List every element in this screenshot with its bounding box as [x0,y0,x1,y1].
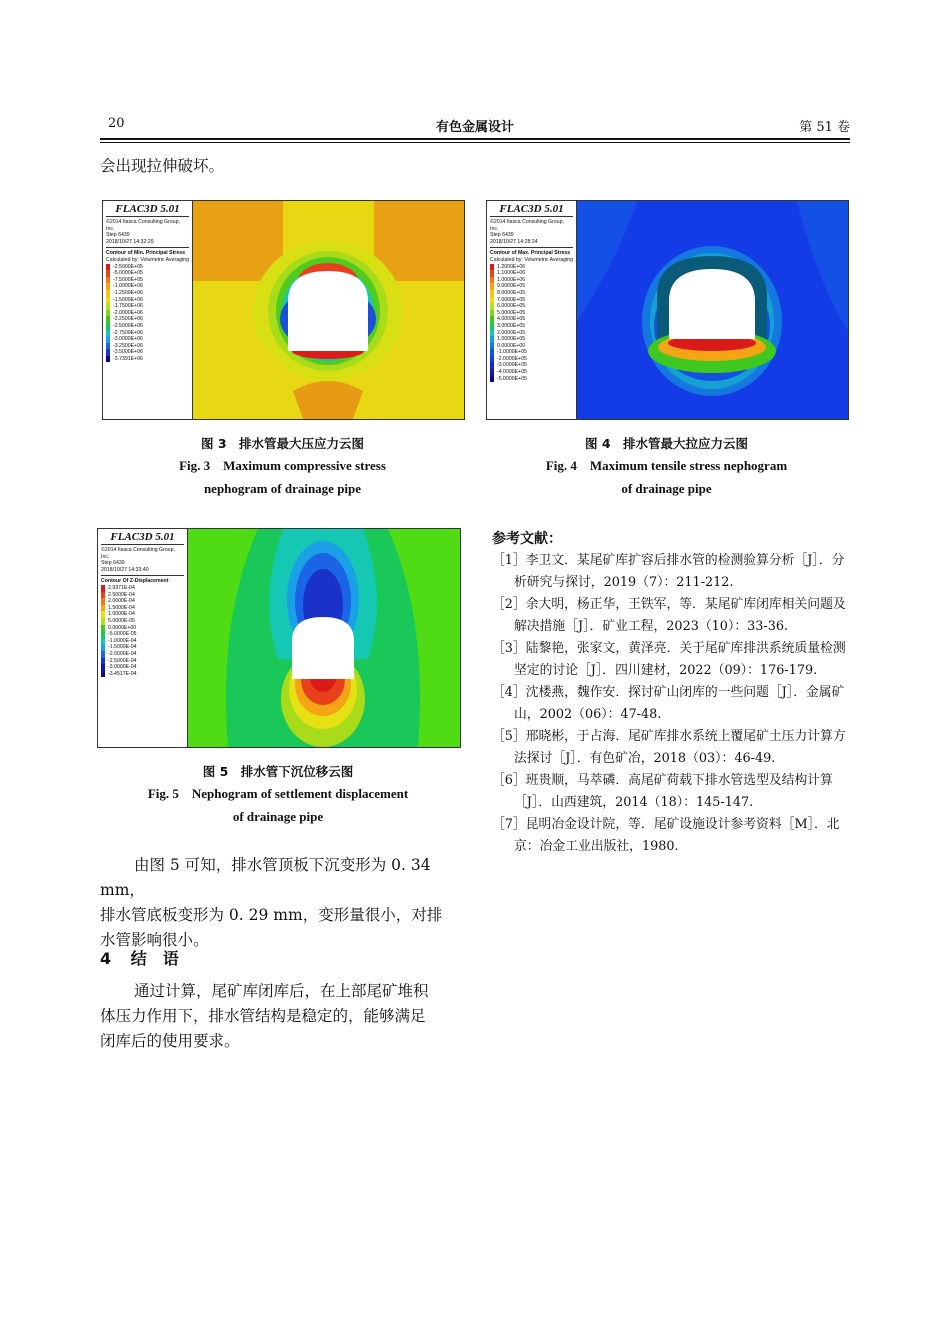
legend-entry [490,369,573,376]
legend-value: -2.2500E+06 [113,316,143,323]
legend-entry [106,323,189,330]
legend-entry [101,605,184,612]
figure-4-date: 2018/10/27 14:28:24 [490,238,538,245]
figure-3-calc: Calculated by: Volumetric Averaging [106,256,189,263]
legend-swatch [490,270,494,277]
legend-swatch [101,644,105,651]
legend-value: -3.5000E+06 [113,349,143,356]
legend-value: -2.5000E+06 [113,322,143,329]
figure-4-step: Step 6439 [490,232,514,239]
figure-3-legend-items [106,264,189,363]
reference-item: ［6］班贵顺，马萃磷．高尾矿荷载下排水管选型及结构计算［J］．山西建筑，2014（18）：145-147. [492,773,833,810]
figure-3-contour-plot [193,201,464,419]
legend-entry [106,356,189,363]
references-title: 参考文献： [492,531,562,547]
figure-4-legend-items [490,264,573,383]
legend-value: -7.5000E+05 [113,276,143,283]
legend-value: 0.0000E+00 [108,624,137,631]
legend-entry [490,336,573,343]
legend-swatch [101,631,105,638]
legend-value: 2.5000E-04 [108,591,135,598]
legend-entry [101,658,184,665]
legend-swatch [490,376,494,383]
legend-entry [106,283,189,290]
reference-item: ［1］李卫文．某尾矿库扩容后排水管的检测验算分析［J］．分析研究与探讨，2019（7）：211-212. [492,553,845,590]
figure-3 [102,200,465,420]
legend-swatch [106,297,110,304]
legend-swatch [106,349,110,356]
figure-4-caption-cn: 图 4 排水管最大拉应力云图 [584,436,749,451]
legend-swatch [101,671,105,678]
figure-5-copyright: ©2014 Itasca Consulting Group, Inc. [101,547,175,560]
figure-4-copyright: ©2014 Itasca Consulting Group, Inc. [490,219,564,232]
conclusion-line: 通过计算，尾矿库闭库后，在上部尾矿堆积 [134,982,429,1000]
section-heading [100,946,179,969]
legend-entry [490,283,573,290]
figure-3-copyright: ©2014 Itasca Consulting Group, Inc. [106,219,180,232]
body-line: 水管影响很小。 [100,931,209,949]
references-list [492,550,852,858]
legend-value: -2.7500E+06 [113,329,143,336]
legend-swatch [106,310,110,317]
legend-swatch [101,658,105,665]
legend-entry [101,592,184,599]
body-line: 排水管底板变形为 0. 29 mm，变形量很小，对排 [100,906,443,924]
legend-swatch [490,349,494,356]
legend-swatch [101,638,105,645]
figure-4-contour-plot [577,201,848,419]
legend-swatch [101,664,105,671]
reference-item: ［2］余大明，杨正华，王铁军，等．某尾矿库闭库相关问题及解决措施［J］．矿业工程，2023（10）：33-36. [492,597,846,634]
legend-swatch [101,598,105,605]
legend-value: -3.0000E+06 [113,336,143,343]
figure-5-caption-cn: 图 5 排水管下沉位移云图 [202,764,354,779]
legend-swatch [101,625,105,632]
reference-item: ［4］沈楼燕，魏作安．探讨矿山闭库的一些问题［J］．金属矿山，2002（06）：47-48. [492,685,845,722]
figure-5-legend-items [101,585,184,677]
legend-swatch [106,343,110,350]
figure-4 [486,200,849,420]
legend-swatch [101,651,105,658]
volume-label: 第 51 卷 [799,120,850,135]
figure-3-date: 2018/10/27 14:32:29 [106,238,154,245]
legend-entry [490,356,573,363]
legend-swatch [106,330,110,337]
legend-entry [106,310,189,317]
legend-swatch [106,356,110,363]
legend-value: -2.0000E-04 [108,650,137,657]
legend-value: -1.0000E+05 [497,349,527,356]
legend-value: -2.0000E+06 [113,309,143,316]
legend-value: -5.0000E+05 [497,375,527,382]
legend-entry [106,264,189,271]
legend-value: 7.0000E+05 [497,296,526,303]
legend-entry [106,316,189,323]
figure-5-contour-plot [188,529,460,747]
section-number: 4 [100,949,112,968]
legend-value: -1.7500E+06 [113,303,143,310]
figure-3-caption-en-1: Fig. 3 Maximum compressive stress [179,458,386,473]
legend-entry [101,611,184,618]
section-title: 结 语 [130,949,179,968]
legend-swatch [106,336,110,343]
figure-5-step: Step 6439 [101,560,125,567]
figure-5-brand: FLAC3D 5.01 [101,531,184,545]
conclusion-line: 闭库后的使用要求。 [100,1032,240,1050]
figure-3-contour-title: Contour of Min. Principal Stress [106,250,185,257]
legend-value: 1.1000E+06 [497,270,526,277]
body-line: 由图 5 可知，排水管顶板下沉变形为 0. 34 mm， [100,856,431,899]
legend-value: 1.0000E-04 [108,611,135,618]
figure-4-brand: FLAC3D 5.01 [490,203,573,217]
continuation-paragraph: 会出现拉伸破坏。 [100,157,225,175]
legend-value: -2.5000E-04 [108,657,137,664]
legend-swatch [490,264,494,271]
legend-entry [101,585,184,592]
legend-entry [490,349,573,356]
legend-value: 6.0000E+05 [497,303,526,310]
legend-value: 3.0000E+05 [497,322,526,329]
legend-value: 9.0000E+05 [497,283,526,290]
legend-value: -1.0000E+06 [113,283,143,290]
legend-entry [106,277,189,284]
legend-value: 1.5000E-04 [108,604,135,611]
legend-value: -3.4517E-04 [108,670,137,677]
legend-entry [101,644,184,651]
legend-entry [490,310,573,317]
legend-entry [490,303,573,310]
legend-swatch [106,290,110,297]
legend-entry [490,297,573,304]
legend-swatch [101,592,105,599]
legend-swatch [490,369,494,376]
legend-value: 4.0000E+05 [497,316,526,323]
legend-entry [490,290,573,297]
legend-swatch [106,283,110,290]
legend-swatch [106,277,110,284]
legend-value: 0.0000E+00 [497,342,526,349]
figure-3-caption-en-2: nephogram of drainage pipe [203,481,362,496]
legend-swatch [490,323,494,330]
legend-value: 2.9371E-04 [108,584,135,591]
legend-entry [490,323,573,330]
legend-swatch [490,316,494,323]
figure-4-calc: Calculated by: Volumetric Averaging [490,256,573,263]
legend-entry [490,330,573,337]
legend-value: -4.0000E+05 [497,369,527,376]
legend-entry [101,598,184,605]
page-number: 20 [108,116,125,131]
legend-value: -1.5000E+06 [113,296,143,303]
figure-5-legend [98,529,188,747]
legend-value: -2.5000E+05 [113,263,143,270]
figure-4-caption-en-1: Fig. 4 Maximum tensile stress nephogram [545,458,788,473]
figure-3-caption-cn: 图 3 排水管最大压应力云图 [200,436,365,451]
legend-swatch [490,303,494,310]
legend-entry [101,618,184,625]
journal-title: 有色金属设计 [435,120,514,135]
legend-value: -2.0000E+05 [497,355,527,362]
legend-entry [106,349,189,356]
legend-value: -3.7391E+06 [113,355,143,362]
legend-value: 2.0000E-04 [108,598,135,605]
legend-value: 5.0000E+05 [497,309,526,316]
legend-swatch [490,290,494,297]
legend-swatch [106,323,110,330]
legend-value: -1.0000E-04 [108,637,137,644]
figure-5-date: 2018/10/27 14:33:40 [101,566,149,573]
legend-swatch [101,618,105,625]
legend-value: 1.2000E+06 [497,263,526,270]
legend-value: 2.0000E+05 [497,329,526,336]
legend-value: -1.5000E-04 [108,644,137,651]
legend-swatch [490,356,494,363]
legend-entry [101,664,184,671]
reference-item: ［5］邢晓彬，于占海．尾矿库排水系统上覆尾矿土压力计算方法探讨［J］．有色矿冶，2018（03）：46-49. [492,729,846,766]
legend-entry [101,671,184,678]
legend-swatch [106,270,110,277]
legend-swatch [106,316,110,323]
legend-swatch [106,264,110,271]
figure-4-caption-en-2: of drainage pipe [621,481,712,496]
legend-swatch [490,277,494,284]
legend-value: 1.0000E+05 [497,336,526,343]
legend-entry [106,343,189,350]
legend-swatch [490,283,494,290]
conclusion-line: 体压力作用下，排水管结构是稳定的，能够满足 [100,1007,426,1025]
legend-entry [101,625,184,632]
figure-3-step: Step 6439 [106,232,130,239]
figure-5-contour-title: Contour Of Z-Displacement [101,578,169,585]
legend-swatch [490,330,494,337]
legend-swatch [490,297,494,304]
legend-entry [106,270,189,277]
legend-swatch [490,310,494,317]
legend-value: -5.0000E-05 [108,631,137,638]
legend-entry [490,362,573,369]
figure-5-caption-en-2: of drainage pipe [232,809,324,824]
figure-4-legend [487,201,577,419]
header-rule-thin [100,142,850,143]
legend-entry [490,264,573,271]
legend-entry [101,631,184,638]
legend-swatch [490,362,494,369]
legend-swatch [101,611,105,618]
legend-entry [490,376,573,383]
legend-entry [106,303,189,310]
figure-3-legend [103,201,193,419]
figure-5-caption-en-1: Fig. 5 Nephogram of settlement displacement [147,786,409,801]
legend-entry [490,343,573,350]
legend-value: 8.0000E+05 [497,289,526,296]
legend-entry [106,290,189,297]
body-paragraph [100,853,460,953]
legend-swatch [101,605,105,612]
conclusion-paragraph [100,979,460,1054]
legend-value: 5.0000E-05 [108,617,135,624]
legend-entry [101,651,184,658]
legend-swatch [490,336,494,343]
legend-value: 1.0000E+06 [497,276,526,283]
figure-5 [97,528,461,748]
legend-swatch [490,343,494,350]
legend-swatch [106,303,110,310]
legend-value: -3.0000E-04 [108,664,137,671]
legend-value: -3.0000E+05 [497,362,527,369]
header-rule-thick [100,138,850,140]
legend-value: -3.2500E+06 [113,342,143,349]
legend-value: -5.0000E+05 [113,270,143,277]
reference-item: ［3］陆黎艳，张家文，黄泽亮．关于尾矿库排洪系统质量检测坚定的讨论［J］．四川建材，2022（09）：176-179. [492,641,846,678]
legend-value: -1.2500E+06 [113,289,143,296]
legend-entry [106,336,189,343]
figure-4-contour-title: Contour of Max. Principal Stress [490,250,571,257]
legend-swatch [101,585,105,592]
legend-entry [101,638,184,645]
legend-entry [106,330,189,337]
legend-entry [490,277,573,284]
reference-item: ［7］昆明冶金设计院，等．尾矿设施设计参考资料［M］．北京：冶金工业出版社，1980. [492,817,840,854]
legend-entry [106,297,189,304]
figure-3-brand: FLAC3D 5.01 [106,203,189,217]
legend-entry [490,270,573,277]
legend-entry [490,316,573,323]
